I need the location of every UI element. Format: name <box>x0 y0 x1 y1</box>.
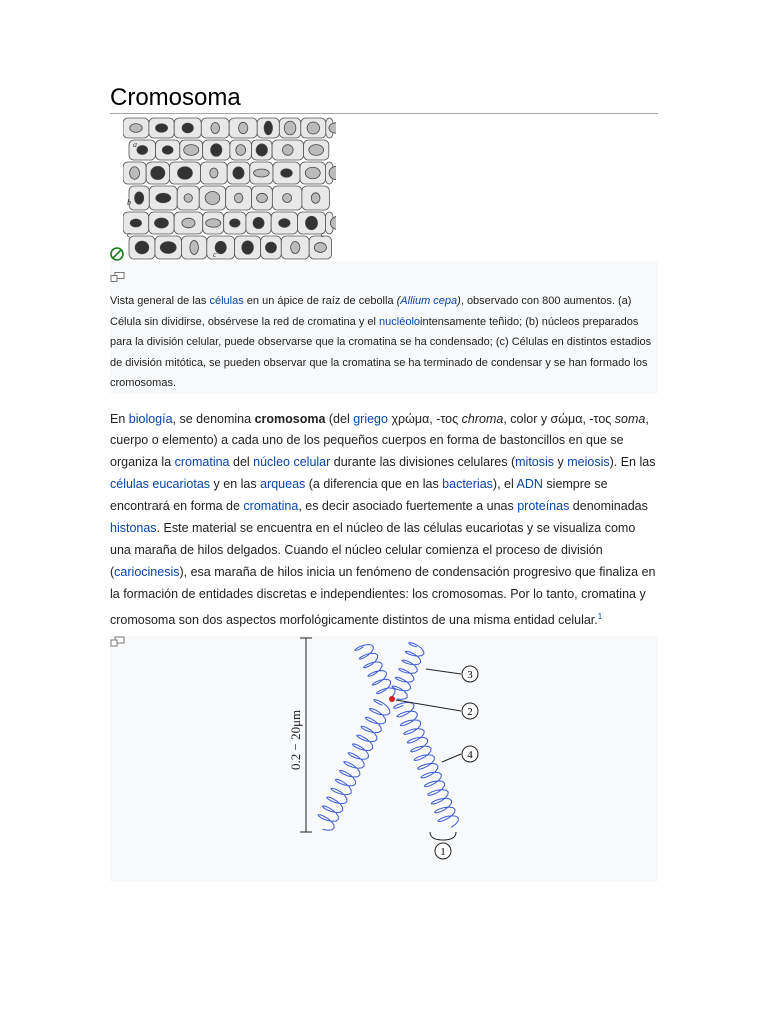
article-link[interactable]: células eucariotas <box>110 477 211 492</box>
article-link[interactable]: cariocinesis <box>114 564 180 579</box>
figure-label: b <box>127 198 131 207</box>
nucleus-shape <box>182 218 195 228</box>
nucleus-shape <box>233 167 244 179</box>
figure-caption-box <box>110 261 658 394</box>
figure-caption <box>110 285 658 394</box>
nucleus-shape <box>156 193 171 202</box>
term-bold: cromosoma <box>254 411 326 426</box>
nucleus-shape <box>305 167 320 179</box>
paragraph-text: y en las <box>210 477 261 492</box>
paragraph-text: ), el <box>492 477 517 492</box>
nucleus-shape <box>215 241 226 254</box>
caption-link[interactable]: células <box>209 295 244 307</box>
nucleus-shape <box>211 144 222 157</box>
paragraph-text: , color y σώμα, -τος <box>503 411 615 426</box>
paragraph-text: (del <box>325 411 354 426</box>
figure-label: a <box>133 140 137 149</box>
cc-license-icon[interactable] <box>110 247 124 261</box>
article-link[interactable]: griego <box>353 411 388 426</box>
article <box>110 84 658 882</box>
paragraph-text: ), esa maraña de hilos inicia un fenómeno de condensación progresivo que finaliza en la formación de entidades discretas e independientes: los cromosomas. Por lo tanto, cromatina y cromosoma son dos aspectos morfológicamente distintos de una misma entidad celular. <box>110 564 656 627</box>
nucleus-shape <box>236 145 246 156</box>
nucleus-shape <box>160 242 176 254</box>
paragraph-text: , cuerpo o elemento) a cada uno de los pequeños cuerpos en forma de bastoncillos en que se organiza la <box>110 411 649 470</box>
nucleus-shape <box>242 241 254 254</box>
paragraph-text: En <box>110 411 129 426</box>
nucleus-shape <box>239 122 248 133</box>
caption-text: , observado con 800 aumentos. (a) Célula sin dividirse, obsérvese la red de cromatina y el <box>110 295 632 328</box>
nucleus-shape <box>162 146 173 154</box>
article-link[interactable]: mitosis <box>515 455 555 470</box>
nucleus-shape <box>283 145 294 156</box>
article-body <box>110 409 658 632</box>
nucleus-shape <box>190 241 199 255</box>
nucleus-shape <box>291 241 300 253</box>
nucleus-shape <box>210 168 218 178</box>
paragraph-text: (a diferencia que en las <box>305 477 443 492</box>
chromatid-arm <box>392 642 424 699</box>
article-link[interactable]: meiosis <box>567 455 610 470</box>
article-link[interactable]: bacterias <box>442 477 493 492</box>
paragraph-text: , se denomina <box>172 411 255 426</box>
centromere-mark <box>389 696 395 702</box>
scale-label: 0.2 − 20μm <box>288 709 303 770</box>
paragraph-text: . Este material se encuentra en el núcleo de las células eucariotas y se visualiza como una maraña de hilos delgados. Cuando el núcleo celular comienza el proceso de división ( <box>110 521 636 579</box>
nucleus-shape <box>253 217 264 228</box>
figure-label: c <box>213 250 217 259</box>
nucleus-shape <box>284 121 296 135</box>
nucleus-shape <box>309 145 324 156</box>
callout-number: 2 <box>467 705 473 718</box>
nucleus-shape <box>264 121 272 135</box>
nucleus-shape <box>311 193 320 203</box>
nucleus-shape <box>283 194 292 203</box>
callout-number: 1 <box>440 845 446 858</box>
nucleus-shape <box>307 122 319 134</box>
nucleus-shape <box>211 123 220 134</box>
caption-text: intensamente teñido; (b) núcleos preparados para la división celular, puede observarse que la cromatina se ha condensado; (c) Células en distintos estadios de división mitótica, se pueden observar que la cromatina se ha terminado de condensar y se han formado los cromosomas. <box>110 315 652 389</box>
nucleus-shape <box>256 144 267 156</box>
reference-link[interactable]: 1 <box>597 611 603 621</box>
chromatid-arm <box>394 702 459 827</box>
chromatid-arm <box>355 644 395 698</box>
intro-paragraph <box>110 409 658 632</box>
nucleus-shape <box>184 145 199 156</box>
callout-number: 4 <box>467 748 473 761</box>
article-link[interactable]: núcleo celular <box>253 455 331 470</box>
enlarge-icon[interactable] <box>110 269 125 285</box>
article-link[interactable]: proteínas <box>517 499 570 514</box>
nucleus-shape <box>265 242 276 253</box>
paragraph-text: siempre se encontrará en forma de <box>110 477 608 514</box>
figure-onion-root[interactable] <box>110 117 658 261</box>
nucleus-shape <box>156 124 168 132</box>
callout-line <box>396 700 461 711</box>
nucleus-shape <box>314 243 326 253</box>
caption-link[interactable]: nucléolo <box>379 315 421 328</box>
article-link[interactable]: ADN <box>516 477 543 492</box>
chromatid-arm <box>318 699 390 830</box>
caption-text: en un ápice de raíz de cebolla <box>243 295 397 307</box>
callout-line <box>426 669 461 674</box>
nucleus-shape <box>184 194 192 202</box>
callout-line <box>442 754 461 762</box>
nucleus-shape <box>234 193 242 203</box>
nucleus-shape <box>306 216 318 229</box>
nucleus-shape <box>257 193 268 202</box>
nucleus-shape <box>279 219 290 228</box>
caption-text: ( <box>396 295 401 307</box>
enlarge-icon[interactable] <box>110 636 125 647</box>
nucleus-shape <box>254 169 270 177</box>
nucleus-shape <box>130 219 141 227</box>
paragraph-text: durante las divisiones celulares ( <box>330 455 516 470</box>
nucleus-shape <box>182 123 193 133</box>
paragraph-text: y <box>554 455 568 470</box>
term-italic: chroma <box>461 411 504 426</box>
nucleus-shape <box>178 167 193 179</box>
caption-text: ) <box>457 295 461 307</box>
paragraph-text: ). En las <box>609 455 656 470</box>
figure-label: c <box>321 230 325 239</box>
nucleus-shape <box>130 124 142 133</box>
callout-number: 3 <box>467 668 473 681</box>
page-title: Cromosoma <box>110 84 658 114</box>
nucleus-shape <box>206 219 221 227</box>
onion-root-micrograph[interactable] <box>123 117 336 260</box>
paragraph-text: del <box>229 455 254 470</box>
article-link[interactable]: biología <box>128 411 173 426</box>
term-italic: soma <box>614 411 646 426</box>
nucleus-shape <box>130 167 140 179</box>
nucleus-shape <box>281 169 293 178</box>
nucleus-shape <box>230 219 240 227</box>
article-link[interactable]: histonas <box>110 521 157 536</box>
nucleus-shape <box>205 191 220 204</box>
article-link[interactable]: cromatina <box>243 499 299 514</box>
figure-chromosome[interactable] <box>110 636 658 882</box>
nucleus-shape <box>135 241 149 254</box>
chromosome-diagram[interactable] <box>110 636 658 882</box>
caption-text: Vista general de las <box>110 295 210 307</box>
caption-link[interactable]: Allium cepa <box>400 295 458 307</box>
width-brace <box>430 832 456 840</box>
nucleus-shape <box>154 218 168 228</box>
paragraph-text: denominadas <box>569 499 648 514</box>
nucleus-shape <box>135 192 144 204</box>
article-link[interactable]: arqueas <box>260 477 306 492</box>
article-link[interactable]: cromatina <box>174 455 230 470</box>
paragraph-text: χρώμα, -τος <box>387 411 462 426</box>
figure-label: c <box>127 230 131 239</box>
paragraph-text: , es decir asociado fuertemente a unas <box>298 499 518 514</box>
nucleus-shape <box>137 146 148 155</box>
nucleus-shape <box>151 166 165 179</box>
